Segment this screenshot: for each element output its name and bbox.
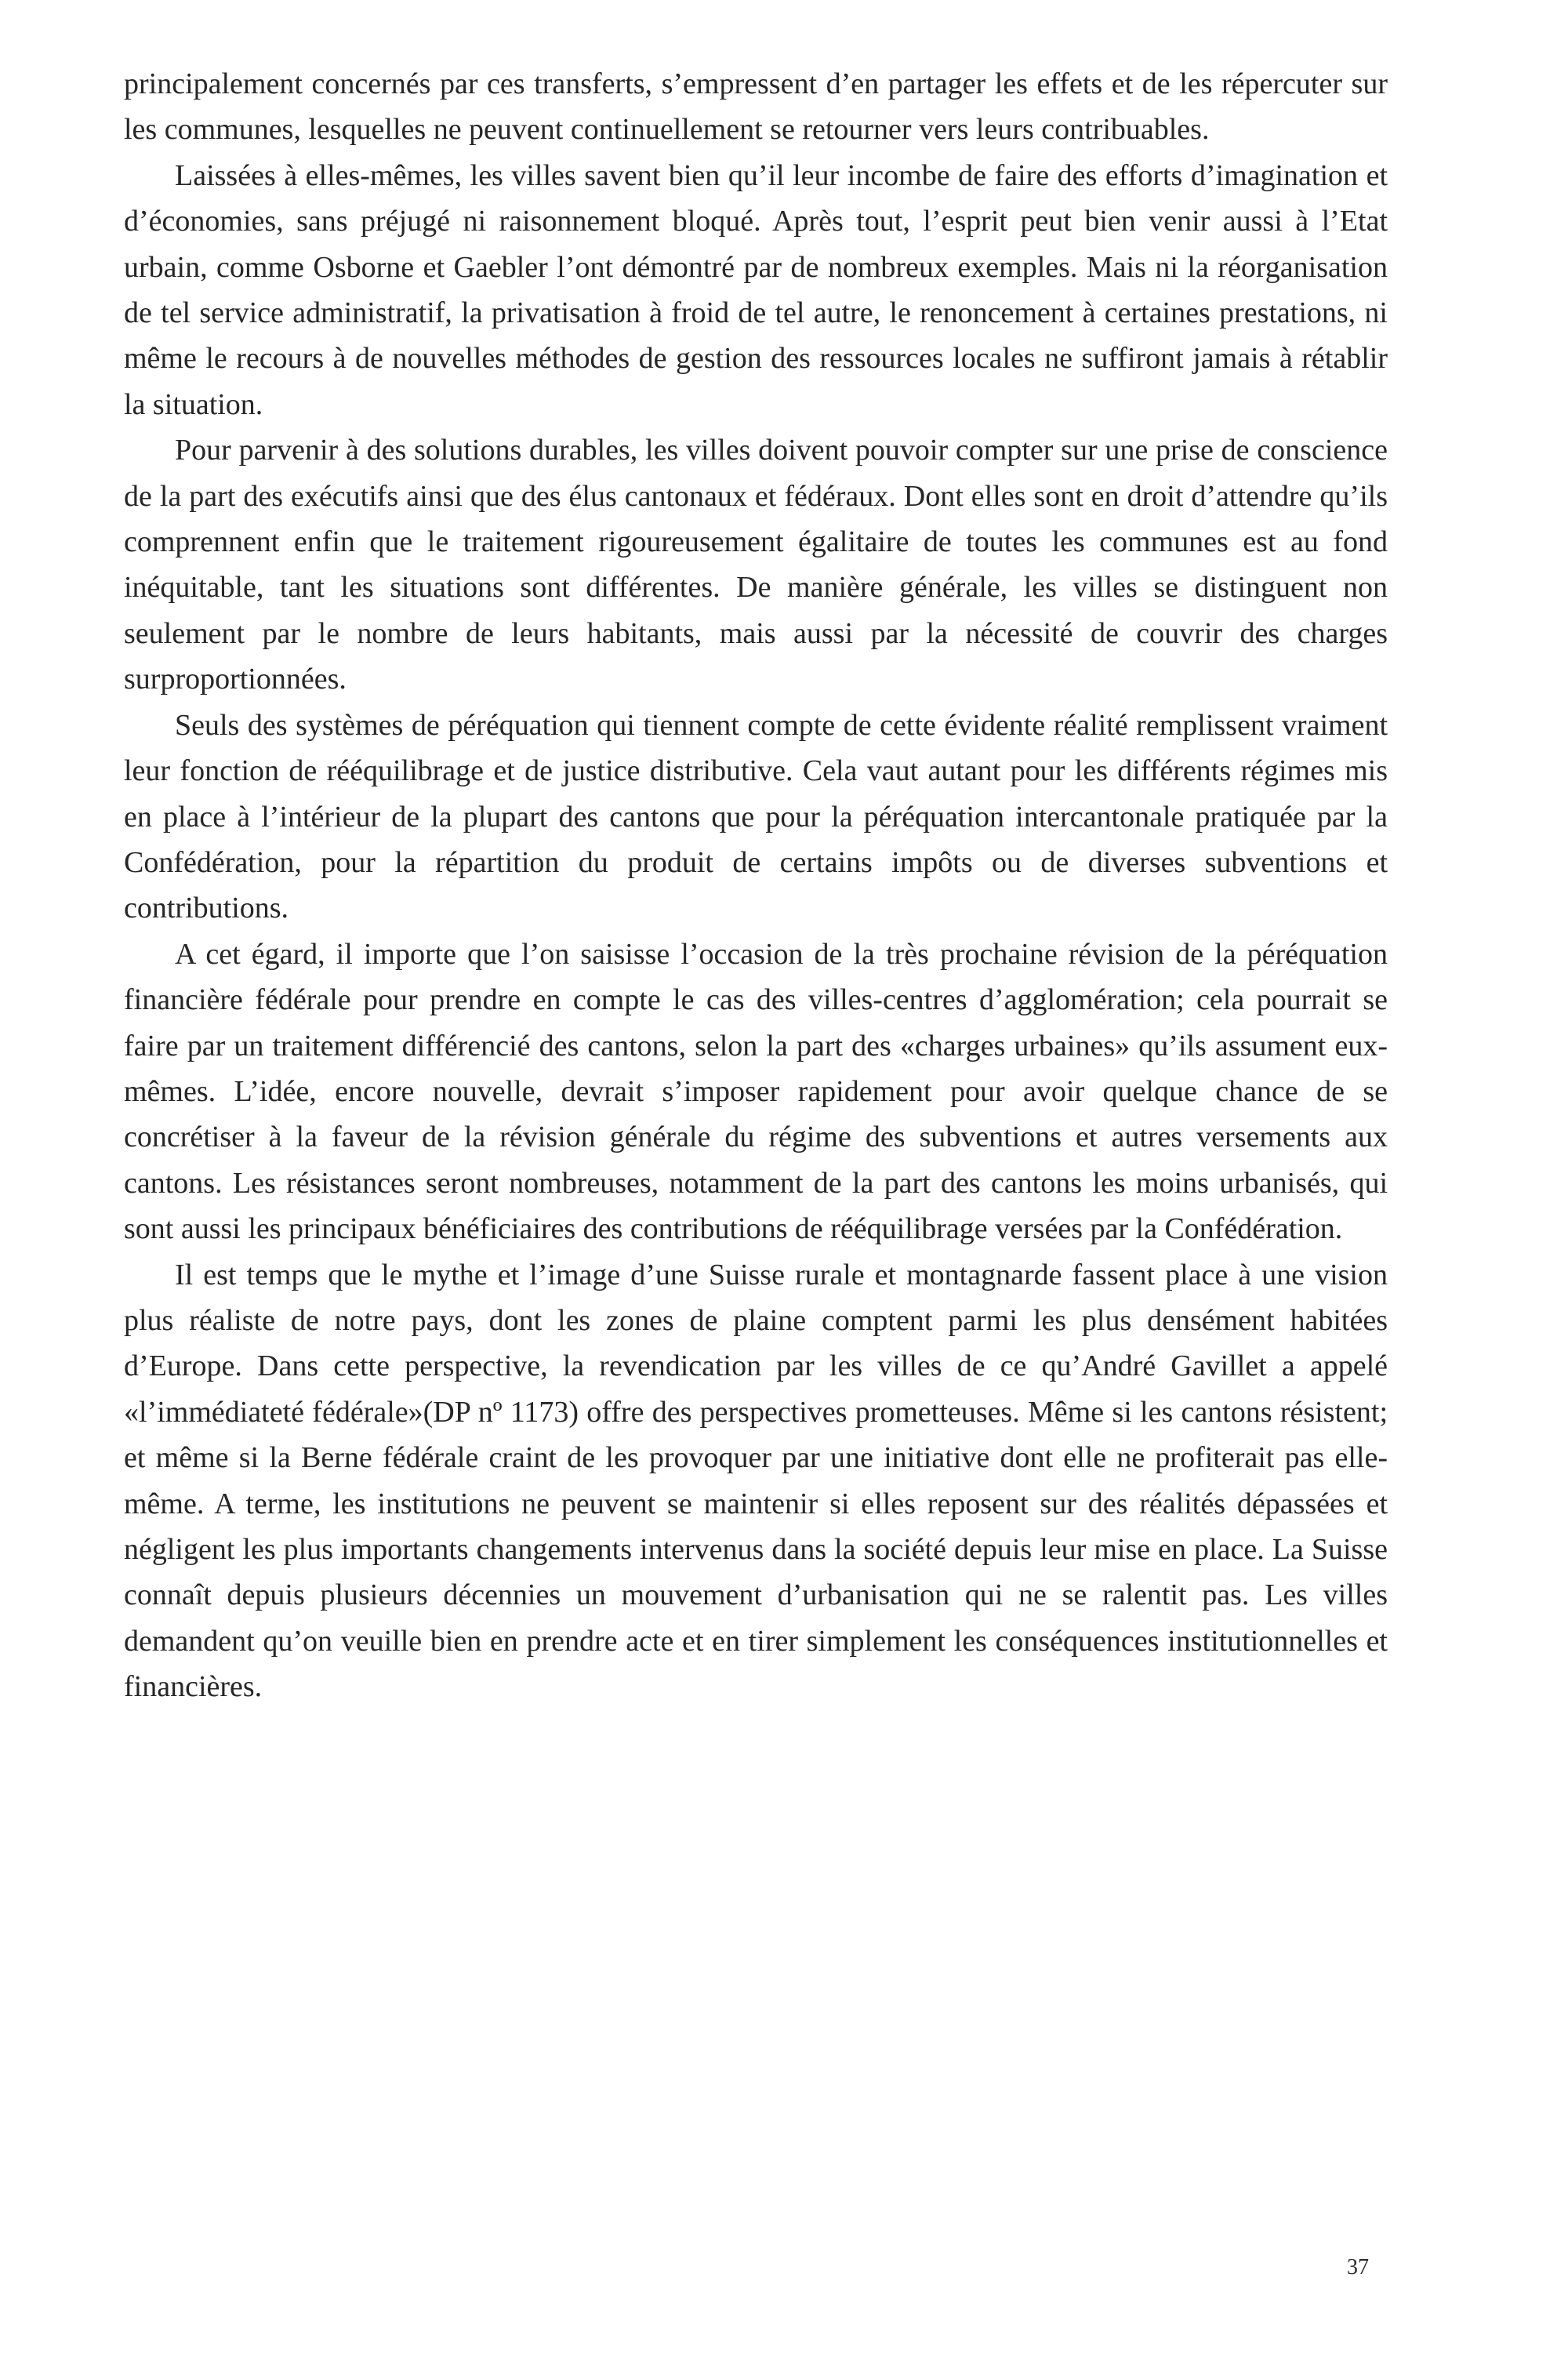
page-number: 37 bbox=[1347, 2255, 1369, 2279]
paragraph-6: Il est temps que le mythe et l’image d’une Suisse rurale et montagnarde fassent place à une vision plus réaliste de notre pays, dont les zones de plaine comptent parmi les plus densément habitées d’Europe. Dans cette perspective, la revendication par les villes de ce qu’André Gavillet a appelé «l’immédiateté fédérale»(DP nº 1173) offre des perspectives prometteuses. Même si les cantons résistent; et même si la Berne fédérale craint de les provoquer par une initiative dont elle ne profiterait pas elle-même. A terme, les institutions ne peuvent se maintenir si elles reposent sur des réalités dépassées et négligent les plus importants changements intervenus dans la société depuis leur mise en place. La Suisse connaît depuis plusieurs décennies un mouvement d’urbanisation qui ne se ralentit pas. Les villes demandent qu’on veuille bien en prendre acte et en tirer simplement les conséquences institutionnelles et financières. bbox=[124, 1258, 1388, 1704]
paragraph-4: Seuls des systèmes de péréquation qui tiennent compte de cette évidente réalité remplissent vraiment leur fonction de rééquilibrage et de justice distributive. Cela vaut autant pour les différents régimes mis en place à l’intérieur de la plupart des cantons que pour la péréquation intercantonale pratiquée par la Confédération, pour la répartition du produit de certains impôts ou de diverses subventions et contributions. bbox=[124, 708, 1388, 925]
paragraph-5: A cet égard, il importe que l’on saisisse l’occasion de la très prochaine révision de la péréquation financière fédérale pour prendre en compte le cas des villes-centres d’agglomération; cela pourrait se faire par un traitement différencié des cantons, selon la part des «charges urbaines» qu’ils assument eux-mêmes. L’idée, encore nouvelle, devrait s’imposer rapidement pour avoir quelque chance de se concrétiser à la faveur de la révision générale du régime des subventions et autres versements aux cantons. Les résistances seront nombreuses, notamment de la part des cantons les moins urbanisés, qui sont aussi les principaux bénéficiaires des contributions de rééquilibrage versées par la Confédération. bbox=[124, 937, 1388, 1246]
paragraph-3: Pour parvenir à des solutions durables, les villes doivent pouvoir compter sur une prise de conscience de la part des exécutifs ainsi que des élus cantonaux et fédéraux. Dont elles sont en droit d’attendre qu’ils comprennent enfin que le traitement rigoureusement égalitaire de toutes les communes est au fond inéquitable, tant les situations sont différentes. De manière générale, les villes se distinguent non seulement par le nombre de leurs habitants, mais aussi par la nécessité de couvrir des charges surproportionnées. bbox=[124, 434, 1388, 696]
page-body bbox=[124, 61, 1388, 1710]
paragraph-2: Laissées à elles-mêmes, les villes savent bien qu’il leur incombe de faire des efforts d’imagination et d’économies, sans préjugé ni raisonnement bloqué. Après tout, l’esprit peut bien venir aussi à l’Etat urbain, comme Osborne et Gaebler l’ont démontré par de nombreux exemples. Mais ni la réorganisation de tel service administratif, la privatisation à froid de tel autre, le renoncement à certaines prestations, ni même le recours à de nouvelles méthodes de gestion des ressources locales ne suffiront jamais à rétablir la situation. bbox=[124, 158, 1388, 421]
paragraph-1: principalement concernés par ces transferts, s’empressent d’en partager les effets et de les répercuter sur les communes, lesquelles ne peuvent continuellement se retourner vers leurs contribuables. bbox=[124, 67, 1388, 147]
